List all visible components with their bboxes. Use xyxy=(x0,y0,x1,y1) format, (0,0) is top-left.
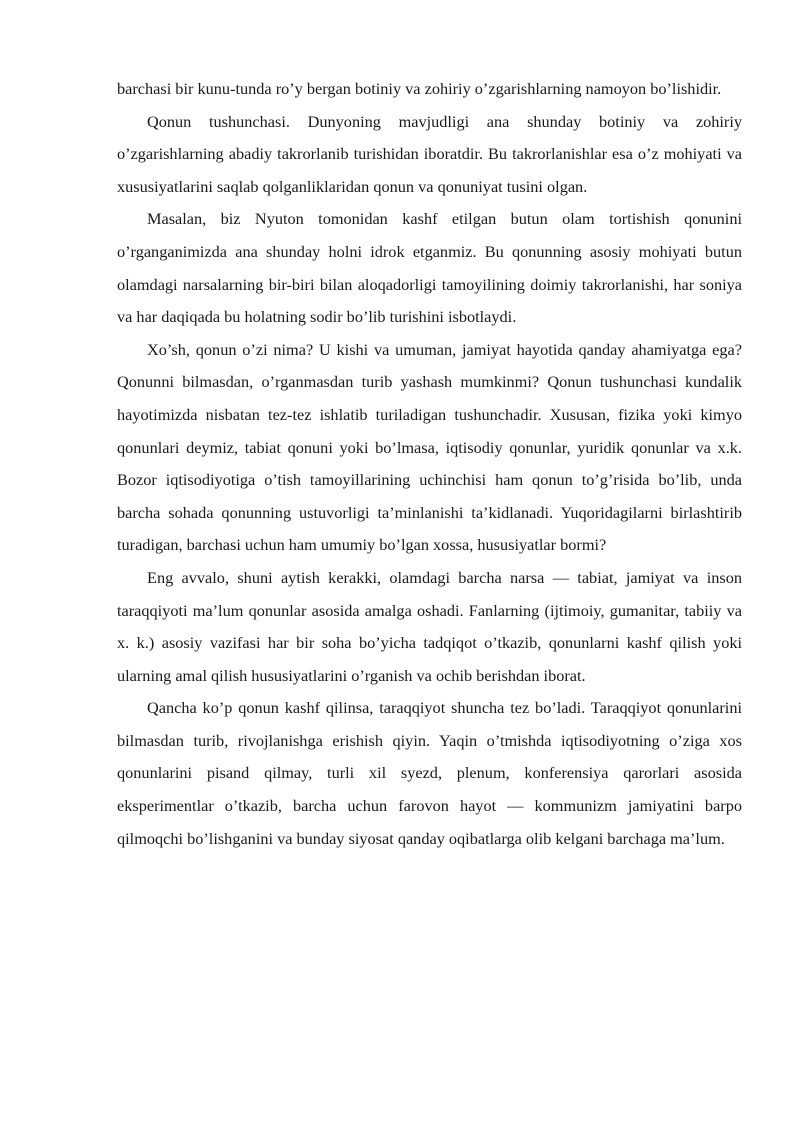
document-body xyxy=(117,73,742,855)
paragraph-eng-avvalo: Eng avvalo, shuni aytish kerakki, olamdagi barcha narsa — tabiat, jamiyat va inson taraqqiyoti ma’lum qonunlar asosida amalga oshadi. Fanlarning (ijtimoiy, gumanitar, tabiiy va x. k.) asosiy vazifasi har bir soha bo’yicha tadqiqot o’tkazib, qonunlarni kashf qilish yoki ularning amal qilish hususiyatlarini o’rganish va ochib berishdan iborat. xyxy=(117,567,742,685)
paragraph-qancha-kop: Qancha ko’p qonun kashf qilinsa, taraqqiyot shuncha tez bo’ladi. Taraqqiyot qonunlarini bilmasdan turib, rivojlanishga erishish qiyin. Yaqin o’tmishda iqtisodiyotning o’ziga xos qonunlarini pisand qilmay, turli xil syezd, plenum, konferensiya qarorlari asosida eksperimentlar o’tkazib, barcha uchun farovon hayot — kommunizm jamiyatini barpo qilmoqchi bo’lishganini va bunday siyosat qanday oqibatlarga olib kelgani barchaga ma’lum. xyxy=(117,698,742,848)
paragraph-qonun-nima: Xo’sh, qonun o’zi nima? U kishi va umuman, jamiyat hayotida qanday ahamiyatga ega? Qonunni bilmasdan, o’rganmasdan turib yashash mumkinmi? Qonun tushunchasi kundalik hayotimizda nisbatan tez-tez ishlatib turiladigan tushunchadir. Xususan, fizika yoki kimyo qonunlari deymiz, tabiat qonuni yoki bo’lmasa, iqtisodiy qonunlar, yuridik qonunlar va x.k. Bozor iqtisodiyotiga o’tish tamoyillarining uchinchisi ham qonun to’g’risida bo’lib, unda barcha sohada qonunning ustuvorligi ta’minlanishi ta’kidlanadi. Yuqoridagilarni birlashtirib turadigan, barchasi uchun ham umumiy bo’lgan xossa, hususiyatlar bormi? xyxy=(117,339,742,555)
paragraph-continuation: barchasi bir kunu-tunda ro’y bergan botiniy va zohiriy o’zgarishlarning namoyon bo’lishidir. xyxy=(117,79,722,98)
paragraph-qonun-tushunchasi: Qonun tushunchasi. Dunyoning mavjudligi ana shunday botiniy va zohiriy o’zgarishlarning abadiy takrorlanib turishidan iboratdir. Bu takrorlanishlar esa o’z mohiyati va xususiyatlarini saqlab qolganliklaridan qonun va qonuniyat tusini olgan. xyxy=(117,111,742,196)
paragraph-nyuton: Masalan, biz Nyuton tomonidan kashf etilgan butun olam tortishish qonunini o’rganganimizda ana shunday holni idrok etganmiz. Bu qonunning asosiy mohiyati butun olamdagi narsalarning bir-biri bilan aloqadorligi tamoyilining doimiy takrorlanishi, har soniya va har daqiqada bu holatning sodir bo’lib turishini isbotlaydi. xyxy=(117,209,742,327)
